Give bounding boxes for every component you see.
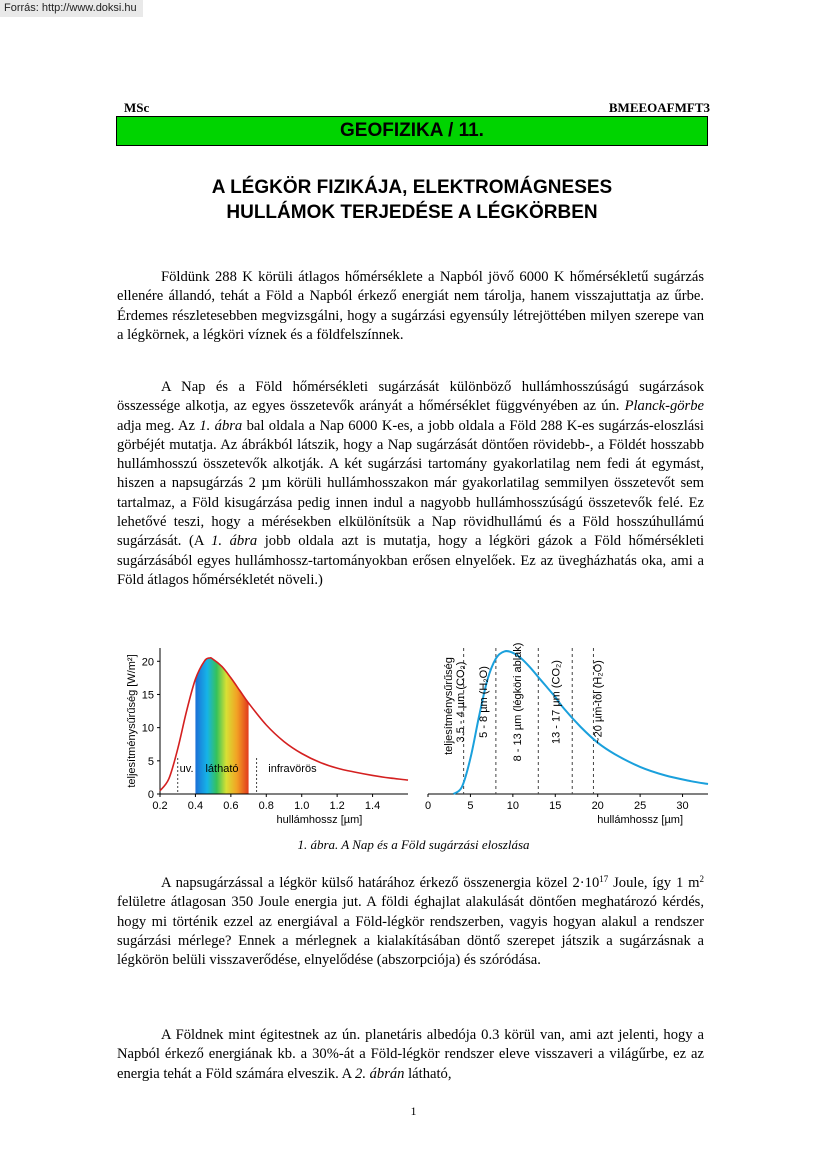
p2-text-c: bal oldala a Nap 6000 K-es, a jobb oldala a Föld 288 K-es sugárzás-eloszlási görbéjét mutatja. Az ábrákból látszik, hogy a Nap sugárzását döntően rövidebb-, a Földét hosszabb hullámhosszú összetevők alkotják. A két sugárzási tartomány gyakorlatilag nem fedi át egymást, hiszen a napsugárzás 2 µm körüli hullámhosszakon már gyakorlatilag semmilyen összetevőt sem tartalmaz, a Föld kisugárzása pedig innen indul a nagyobb hullámhosszúságú összetevők felé. Ez lehetővé teszi, hogy a mérésekben elkülönítsük a Nap rövidhullámú és a Föld hosszúhullámú sugárzását. (A xyxy=(117,417,704,550)
sun-chart xyxy=(126,648,408,826)
p2-planck: Planck-görbe xyxy=(624,398,704,415)
band-annotation: ~20 µm-től (H₂O) xyxy=(592,660,605,744)
sun-x-tick-label: 0.8 xyxy=(258,800,274,812)
p2-figure-ref-1: 1. ábra xyxy=(199,417,243,434)
earth-chart xyxy=(425,643,708,826)
sun-x-tick-label: 1.2 xyxy=(329,800,345,812)
sun-y-tick-label: 0 xyxy=(147,789,154,801)
earth-x-tick-label: 0 xyxy=(424,800,432,812)
title-line-2: HULLÁMOK TERJEDÉSE A LÉGKÖRBEN xyxy=(226,202,598,223)
band-label: uv. xyxy=(179,763,194,775)
earth-x-axis-label: hullámhossz [µm] xyxy=(597,814,684,826)
earth-x-tick-label: 15 xyxy=(549,800,562,812)
p3-sup-square: 2 xyxy=(699,874,704,884)
sun-y-axis-label: teljesítménysűrűség [W/m²] xyxy=(126,654,138,788)
earth-x-tick-label: 25 xyxy=(633,800,647,812)
p2-figure-ref-2: 1. ábra xyxy=(211,533,258,550)
p3-sup-exponent: 17 xyxy=(599,874,609,884)
header-right: BMEEOAFMFT3 xyxy=(608,100,710,115)
p3-text-c: felületre átlagosan 350 Joule energia jut. A földi éghajlat alakulását döntően meghatározó kérdés, hogy mi történik ezzel az energiával a Föld-légkör rendszerben, vagyis hogyan alakul a rendszer sugárzási mérlege? Ennek a mérlegnek a kialakításában döntő szerepet játszik a sugárzásnak a légkörön belüli visszaverődése, elnyelődése (abszorpciója) és szóródása. xyxy=(117,894,704,969)
sun-x-axis-label: hullámhossz [µm] xyxy=(276,814,363,826)
sun-y-tick-label: 20 xyxy=(141,656,154,669)
sun-x-tick-label: 1.0 xyxy=(294,800,310,812)
band-annotation: 5 - 8 µm (H₂O) xyxy=(478,666,491,738)
earth-x-tick-label: 30 xyxy=(676,800,689,812)
p4-text-a: A Földnek mint égitestnek az ún. planetáris albedója 0.3 körül van, ami azt jelenti, hogy a Napból érkező energiának kb. a 30%-át a Föld-légkör rendszer eleve visszaveri a világűrbe, ez az energia tehát a Föld számára elveszik. A xyxy=(117,1027,704,1082)
sun-y-tick-label: 5 xyxy=(147,755,154,768)
sun-y-tick-label: 15 xyxy=(141,689,154,702)
earth-band-annotations xyxy=(455,643,605,762)
p2-text-b: adja meg. Az xyxy=(117,417,200,434)
course-banner: GEOFIZIKA / 11. xyxy=(116,116,708,146)
band-label: látható xyxy=(205,763,239,775)
p3-text-a: A napsugárzással a légkör külső határához érkező összenergia közel 2·10 xyxy=(161,875,600,891)
band-annotation: 8 - 13 µm (légköri ablak) xyxy=(512,642,525,762)
p4-figure-ref: 2. ábrán xyxy=(355,1065,405,1082)
p2-text-d: jobb oldala azt is mutatja, hogy a légköri gázok a Föld hőmérsékleti sugárzásából egyes hullámhossz-tartományokban erősen elnyelőek. Ez az üvegházhatás oka, ami a Föld átlagos hőmérsékletét növeli.) xyxy=(117,533,705,588)
earth-x-tick-label: 10 xyxy=(506,800,519,812)
sun-x-ticks xyxy=(152,794,380,812)
band-label: infravörös xyxy=(268,763,317,775)
page-title xyxy=(116,175,708,225)
sun-x-tick-label: 0.6 xyxy=(223,800,239,812)
paragraph-2 xyxy=(117,378,704,590)
title-line-1: A LÉGKÖR FIZIKÁJA, ELEKTROMÁGNESES xyxy=(211,177,613,198)
paragraph-1: Földünk 288 K körüli átlagos hőmérséklete a Napból jövő 6000 K hőmérsékletű sugárzás ellenére állandó, tehát a Föld a Napból érkező energiát nem tárolja, hanem visszajuttatja az űrbe. Érdemes részletesebben megvizsgálni, hogy a sugárzási egyensúly létrejöttében milyen szerepe van a légkörnek, a légköri víznek és a földfelszínnek. xyxy=(117,269,704,343)
page-number: 1 xyxy=(410,1104,417,1118)
sun-y-ticks xyxy=(142,656,160,801)
earth-y-axis-label: teljesítménysűrűség xyxy=(443,657,455,755)
p2-text-a: A Nap és a Föld hőmérsékleti sugárzását különböző hullámhosszúságú sugárzások összessége alkotja, az egyes összetevők arányát a hőmérséklet függvényében az ún. xyxy=(117,379,704,415)
figure-caption: 1. ábra. A Nap és a Föld sugárzási eloszlása xyxy=(297,837,530,852)
earth-x-ticks xyxy=(425,794,689,812)
paragraph-3 xyxy=(117,874,704,970)
p4-text-b: látható, xyxy=(404,1065,452,1082)
paragraph-4 xyxy=(117,1026,704,1084)
p3-text-b: Joule, így 1 m xyxy=(608,875,700,891)
earth-x-tick-label: 20 xyxy=(591,800,604,812)
sun-x-tick-label: 0.2 xyxy=(152,800,168,812)
sun-x-tick-label: 0.4 xyxy=(187,800,204,812)
earth-curve xyxy=(454,651,709,794)
band-annotation: 13 - 17 µm (CO₂) xyxy=(550,660,563,744)
header-left: MSc xyxy=(124,100,150,115)
figure-1 xyxy=(0,620,827,835)
source-label[interactable]: Forrás: http://www.doksi.hu xyxy=(0,0,143,17)
sun-x-tick-label: 1.4 xyxy=(364,800,381,812)
earth-x-tick-label: 5 xyxy=(467,800,474,812)
sun-y-tick-label: 10 xyxy=(141,722,154,735)
band-annotation: 3.5 - 4 µm (CO₂) xyxy=(454,661,467,743)
